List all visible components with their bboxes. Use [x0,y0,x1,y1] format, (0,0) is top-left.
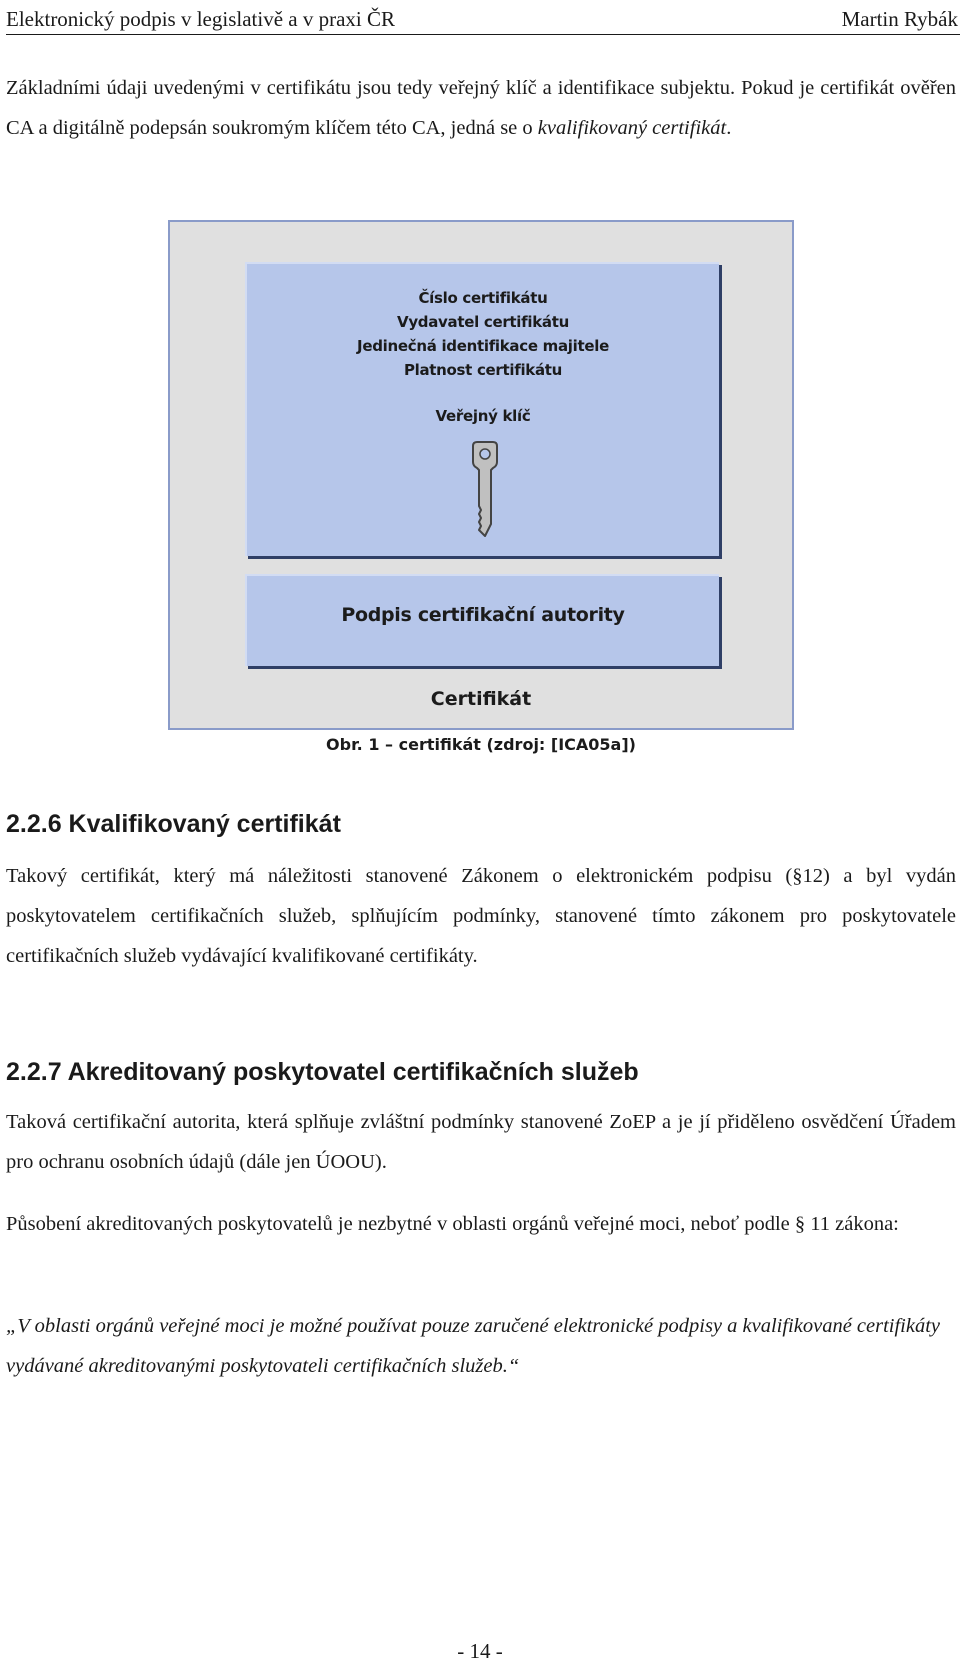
figure-line-issuer: Vydavatel certifikátu [397,313,569,331]
certificate-label: Certifikát [430,688,532,710]
page-number: - 14 - [457,1639,503,1663]
intro-paragraph [6,68,956,148]
section-heading-2-2-6: 2.2.6 Kvalifikovaný certifikát [6,810,341,838]
intro-text: Základními údaji uvedenými v certifikátu jsou tedy veřejný klíč a identifikace subjektu. Pokud je certifikát ověřen CA a digitálně podepsán soukromým klíčem této CA, jedná se o [6,77,956,139]
signature-label: Podpis certifikační autority [341,604,625,626]
figure-line-owner-id: Jedinečná identifikace majitele [357,337,609,355]
intro-text-end: . [726,117,732,139]
section-2-2-7-paragraph-1: Taková certifikační autorita, která splňuje zvláštní podmínky stanovené ZoEP a je jí přiděleno osvědčení Úřadem pro ochranu osobních údajů (dále jen ÚOOU). [6,1111,956,1173]
intro-italic-term: kvalifikovaný certifikát [537,117,727,139]
section-2-2-7-paragraph-2: Působení akreditovaných poskytovatelů je nezbytné v oblasti orgánů veřejné moci, neboť podle § 11 zákona: [6,1213,899,1235]
section-heading-2-2-7: 2.2.7 Akreditovaný poskytovatel certifikačních služeb [6,1058,639,1086]
running-header [6,4,960,35]
figure-line-certificate-number: Číslo certifikátu [418,289,548,307]
law-quote: „V oblasti orgánů veřejné moci je možné používat pouze zaručené elektronické podpisy a kvalifikované certifikáty vydávané akreditovanými poskytovateli certifikačních služeb.“ [6,1315,941,1377]
figure-caption: Obr. 1 – certifikát (zdroj: [ICA05a]) [326,735,636,754]
document-title: Elektronický podpis v legislativě a v praxi ČR [6,7,396,31]
figure-line-validity: Platnost certifikátu [403,361,563,379]
key-icon [465,440,505,540]
author-name: Martin Rybák [841,7,958,31]
figure-line-public-key: Veřejný klíč [435,407,531,425]
certificate-figure [168,220,794,730]
signature-box [245,574,719,666]
certificate-content-box [245,262,719,556]
section-2-2-6-paragraph: Takový certifikát, který má náležitosti stanovené Zákonem o elektronickém podpisu (§12) a byl vydán poskytovatelem certifikačních služeb, splňujícím podmínky, stanovené tímto zákonem pro poskytovatele certifikačních služeb vydávající kvalifikované certifikáty. [6,865,956,967]
